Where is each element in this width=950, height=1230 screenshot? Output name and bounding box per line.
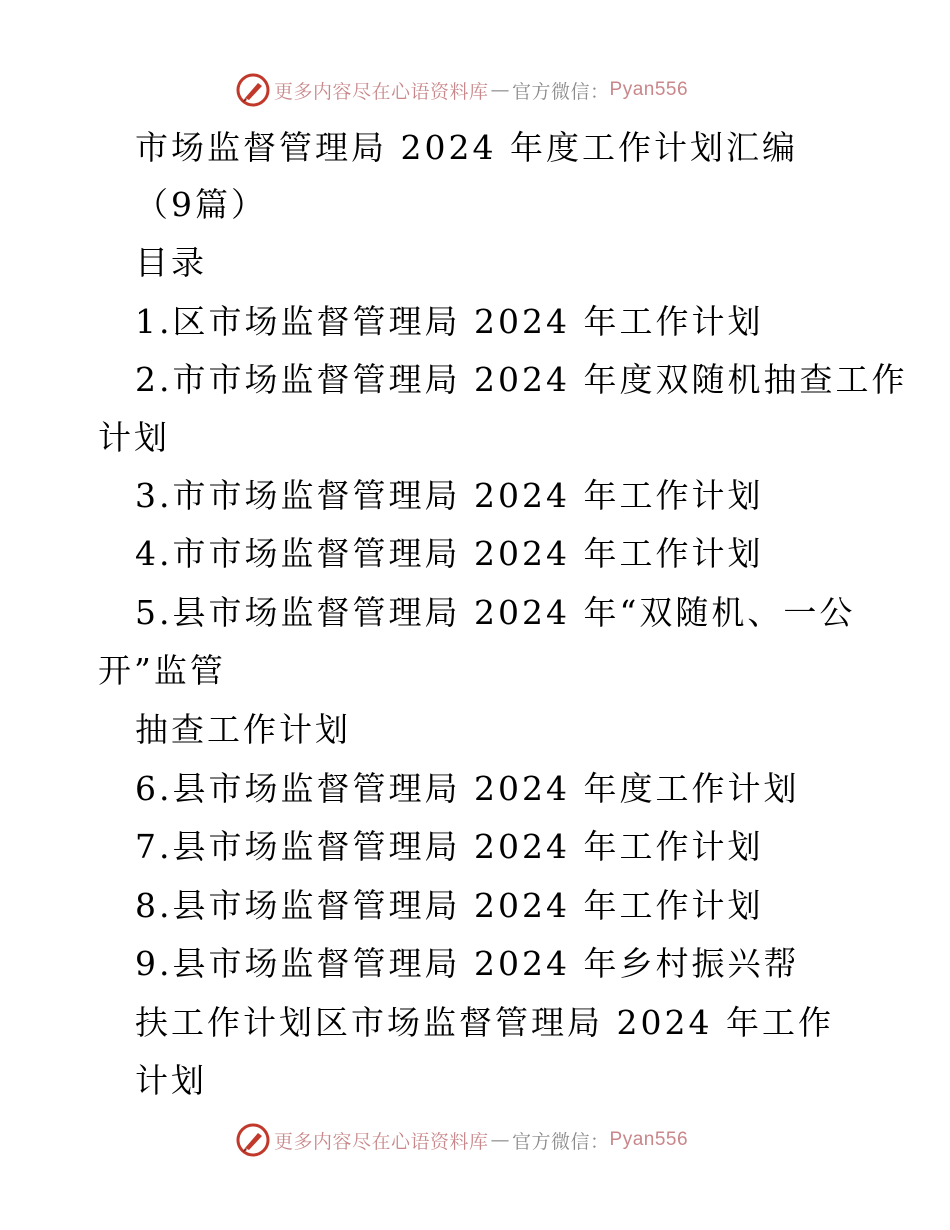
toc-entry-continuation: 计划	[135, 1061, 207, 1100]
watermark-wechat-id: Pyan556	[609, 79, 689, 100]
document-title: 市场监督管理局 2024 年度工作计划汇编	[135, 128, 798, 167]
watermark-official-label: 官方微信	[511, 1130, 590, 1153]
toc-entry: 2.市市场监督管理局 2024 年度双随机抽查工作	[135, 360, 908, 399]
toc-entry: 5.县市场监督管理局 2024 年“双随机、一公	[135, 593, 856, 632]
toc-entry-continuation: 扶工作计划区市场监督管理局 2024 年工作	[135, 1003, 834, 1042]
toc-entry: 4.市市场监督管理局 2024 年工作计划	[135, 534, 764, 573]
quill-logo-icon	[236, 1123, 270, 1157]
toc-entry-continuation: 计划	[98, 418, 170, 457]
footer-watermark	[0, 1120, 950, 1160]
watermark-text: 更多内容尽在心语资料库	[273, 80, 489, 103]
watermark-dash: —	[490, 1129, 510, 1151]
watermark-dash: —	[490, 79, 510, 101]
toc-entry-continuation: 开”监管	[98, 651, 226, 690]
watermark-wechat-id: Pyan556	[609, 1129, 689, 1150]
watermark-colon: ：	[590, 80, 610, 103]
watermark-colon: ：	[590, 1130, 610, 1153]
toc-entry: 1.区市场监督管理局 2024 年工作计划	[135, 302, 764, 341]
quill-logo-icon	[236, 73, 270, 107]
header-watermark	[0, 70, 950, 110]
watermark-text: 更多内容尽在心语资料库	[273, 1130, 489, 1153]
toc-entry: 9.县市场监督管理局 2024 年乡村振兴帮	[135, 944, 800, 983]
toc-entry: 6.县市场监督管理局 2024 年度工作计划	[135, 769, 800, 808]
toc-entry: 7.县市场监督管理局 2024 年工作计划	[135, 827, 764, 866]
toc-entry: 3.市市场监督管理局 2024 年工作计划	[135, 476, 764, 515]
toc-entry: 8.县市场监督管理局 2024 年工作计划	[135, 886, 764, 925]
document-subtitle: （9篇）	[135, 185, 267, 224]
toc-heading: 目录	[135, 243, 207, 282]
toc-entry-continuation: 抽查工作计划	[135, 710, 351, 749]
watermark-official-label: 官方微信	[511, 80, 590, 103]
